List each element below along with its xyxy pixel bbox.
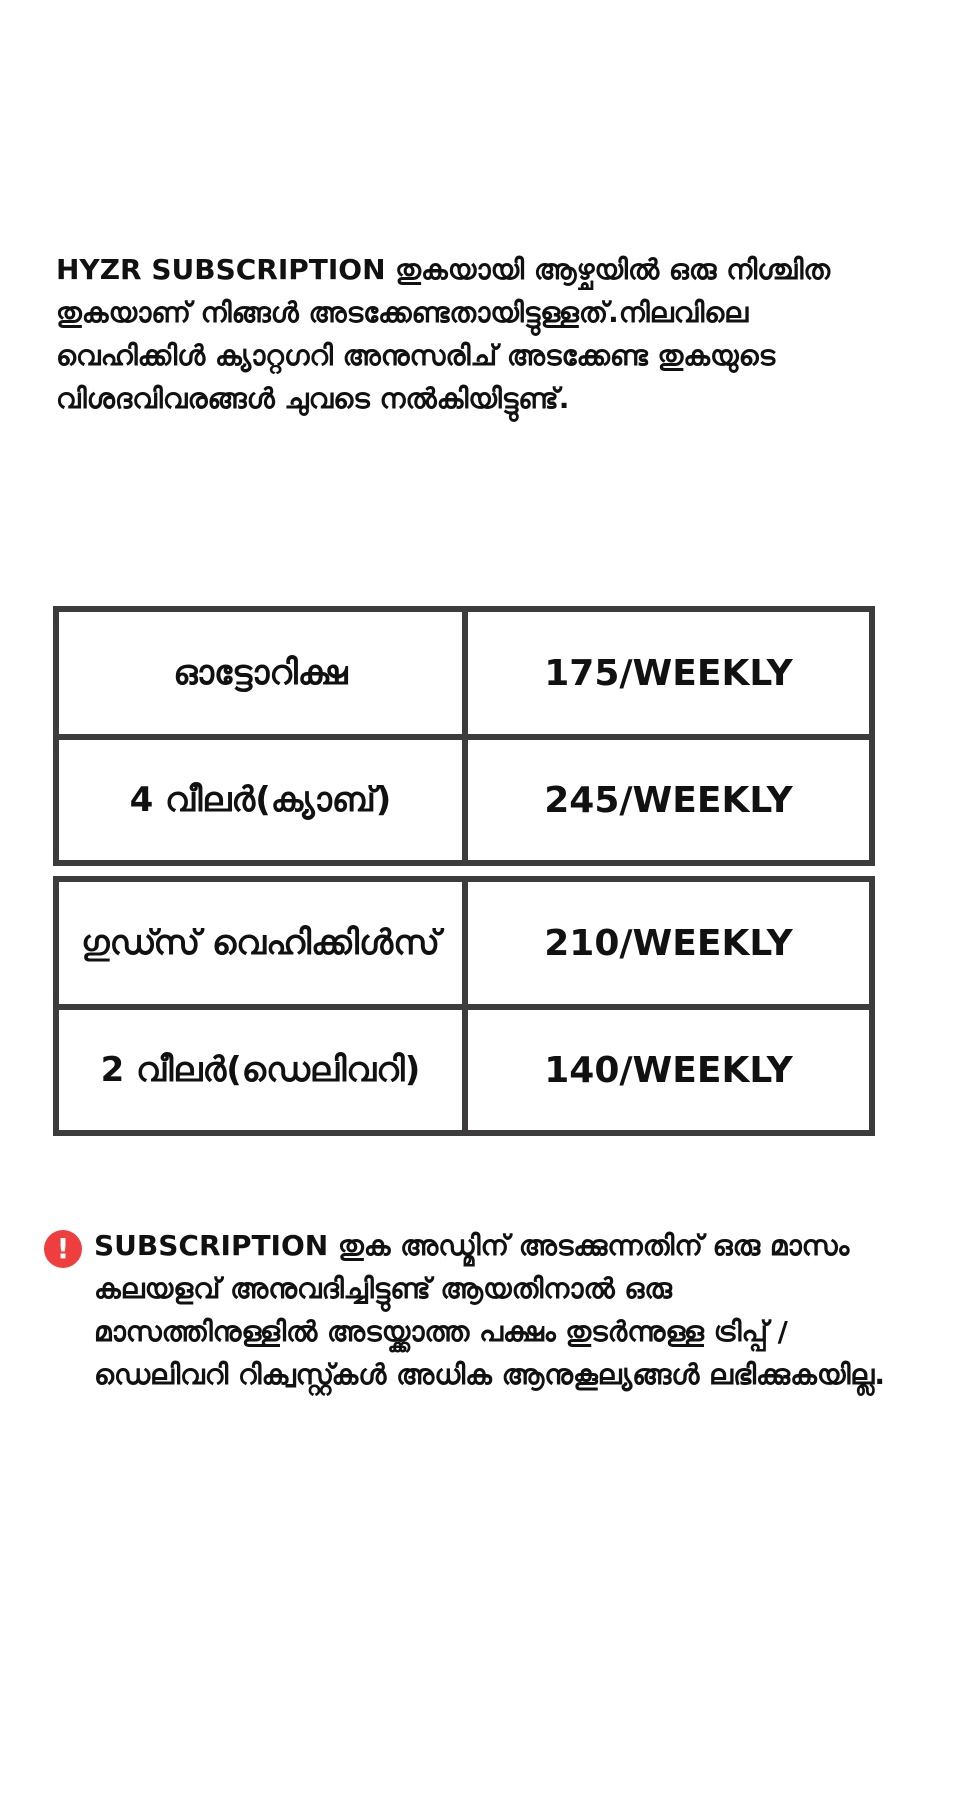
price-goods-vehicles: 210/WEEKLY <box>465 879 872 1007</box>
rate-table-passenger <box>53 606 875 866</box>
rate-table-delivery <box>53 876 875 1136</box>
subscription-notice <box>44 1224 894 1396</box>
vehicle-autorickshaw: ഓട്ടോറിക്ഷ <box>56 609 465 737</box>
price-two-wheeler-delivery: 140/WEEKLY <box>465 1007 872 1133</box>
intro-paragraph: HYZR SUBSCRIPTION തുകയായി ആഴ്ചയിൽ ഒരു നിശ്ചിത തുകയാണ് നിങ്ങൾ അടക്കേണ്ടതായിട്ടുള്ളത്.നിലവിലെ വെഹിക്കിൾ ക്യാറ്റഗറി അനുസരിച് അടക്കേണ്ട തുകയുടെ വിശദവിവരങ്ങൾ ചുവടെ നൽകിയിട്ടുണ്ട്. <box>56 253 831 415</box>
table-row <box>56 879 872 1007</box>
table-row <box>56 737 872 863</box>
price-autorickshaw: 175/WEEKLY <box>465 609 872 737</box>
price-four-wheeler-cab: 245/WEEKLY <box>465 737 872 863</box>
notice-text: SUBSCRIPTION തുക അഡ്മിന് അടക്കുന്നതിന് ഒരു മാസം കലയളവ് അനുവദിച്ചിട്ടുണ്ട് ആയതിനാൽ ഒരു മാസത്തിനുള്ളിൽ അടയ്ക്കാത്ത പക്ഷം തുടർന്നുള്ള ട്രിപ്പ് /ഡെലിവറി റിക്വസ്റ്റ്കൾ അധിക ആനുകൂല്യങ്ങൾ ലഭിക്കുകയില്ല. <box>94 1229 885 1391</box>
exclamation-icon: ! <box>44 1230 82 1268</box>
vehicle-four-wheeler-cab: 4 വീലർ(ക്യാബ്) <box>56 737 465 863</box>
table-row <box>56 1007 872 1133</box>
vehicle-goods-vehicles: ഗുഡ്സ് വെഹിക്കിൾസ് <box>56 879 465 1007</box>
table-row <box>56 609 872 737</box>
vehicle-two-wheeler-delivery: 2 വീലർ(ഡെലിവറി) <box>56 1007 465 1133</box>
